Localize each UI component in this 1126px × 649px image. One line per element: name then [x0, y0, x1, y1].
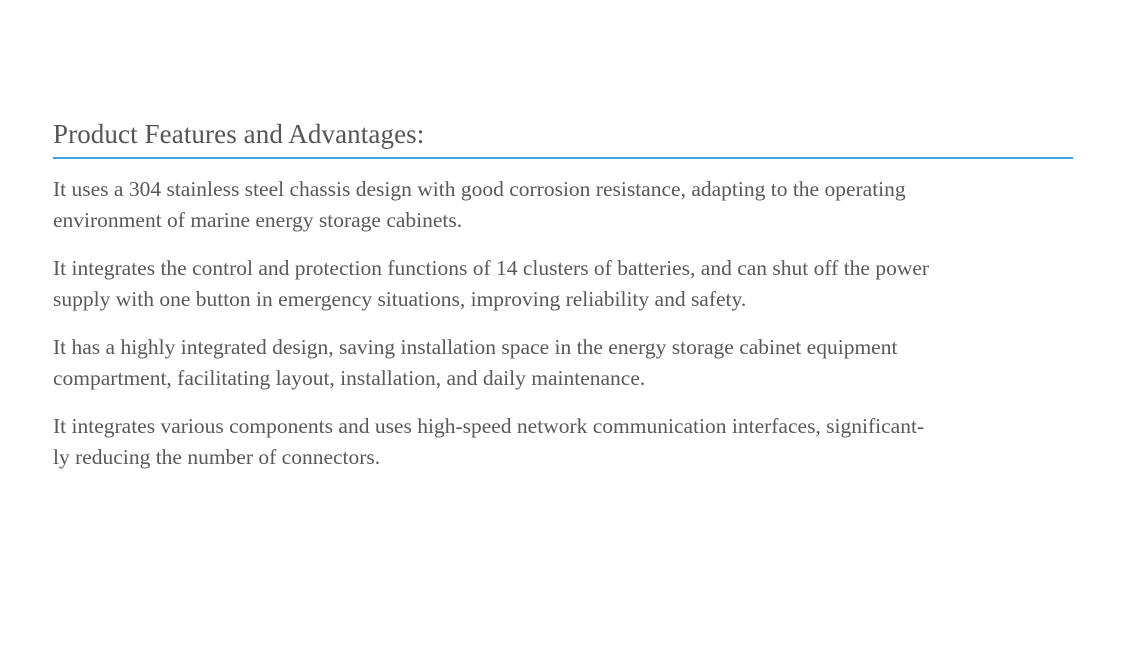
feature-item	[53, 411, 1073, 473]
feature-item	[53, 174, 1073, 236]
features-list	[53, 174, 1073, 473]
section-heading: Product Features and Advantages:	[53, 119, 425, 149]
feature-text-line: It has a highly integrated design, saving installation space in the energy storage cabinet equipment	[53, 335, 898, 359]
feature-text-line: compartment, facilitating layout, installation, and daily maintenance.	[53, 366, 646, 390]
features-section	[53, 114, 1073, 490]
feature-text-line: It integrates various components and uses high-speed network communication interfaces, significant-	[53, 414, 925, 438]
feature-text-line: environment of marine energy storage cabinets.	[53, 208, 463, 232]
feature-text-line: It integrates the control and protection functions of 14 clusters of batteries, and can shut off the power	[53, 256, 930, 280]
feature-text-line: supply with one button in emergency situations, improving reliability and safety.	[53, 287, 747, 311]
feature-item	[53, 253, 1073, 315]
feature-item	[53, 332, 1073, 394]
heading-divider	[53, 157, 1073, 159]
feature-text-line: It uses a 304 stainless steel chassis design with good corrosion resistance, adapting to the operating	[53, 177, 906, 201]
feature-text-line: ly reducing the number of connectors.	[53, 445, 381, 469]
